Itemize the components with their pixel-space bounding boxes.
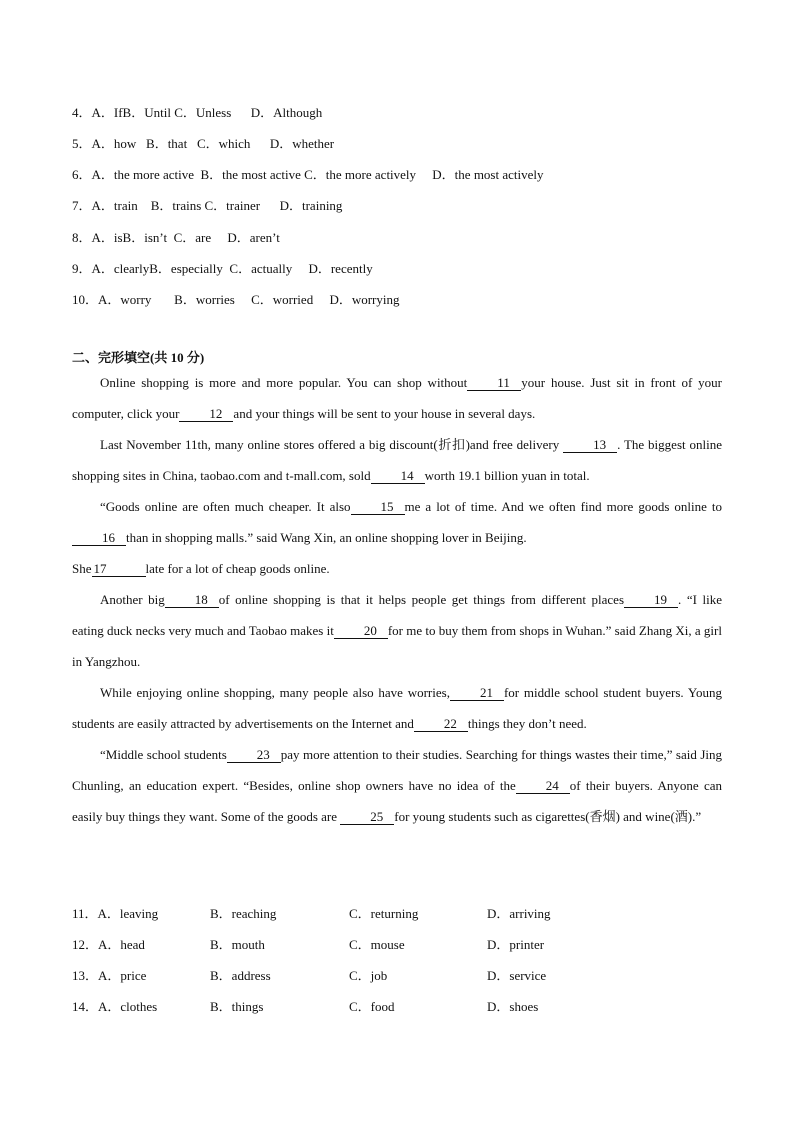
paragraph-2 <box>72 429 722 491</box>
question-5: 5．A．how B．that C．which D．whether <box>72 136 335 151</box>
text: for young students such as cigarettes(香烟) and wine(酒).” <box>394 809 702 824</box>
option-b: B．things <box>210 999 264 1014</box>
text: “Goods online are often much cheaper. It also <box>100 499 351 514</box>
text: things they don’t need. <box>467 716 587 731</box>
question-8: 8．A．isB．isn’t C．are D．aren’t <box>72 230 280 245</box>
text: of online shopping is that it helps people get things from different places <box>218 592 625 607</box>
text: for me to buy them from shops in Wuhan.” said Zhang Xi, a girl in Yangzhou. <box>72 623 722 669</box>
text: “Middle school students <box>100 747 227 762</box>
option-c: C．mouse <box>349 937 405 952</box>
option-b: B．reaching <box>210 906 277 921</box>
text: She <box>72 561 92 576</box>
text: than in shopping malls.” said Wang Xin, an online shopping lover in Beijing. <box>126 530 527 545</box>
option-a: 11．A．leaving <box>72 906 159 921</box>
text: . “I like eating duck necks very much and Taobao makes it <box>72 592 722 638</box>
blank-12: 12 <box>179 406 233 422</box>
text: Last November 11th, many online stores offered a big discount(折扣)and free delivery <box>100 437 564 452</box>
question-9: 9．A．clearlyB．especially C．actually D．recently <box>72 261 373 276</box>
blank-19: 19 <box>624 592 678 608</box>
blank-13: 13 <box>563 437 617 453</box>
question-6: 6．A．the more active B．the most active C．the more actively D．the most actively <box>72 167 544 182</box>
option-d: D．printer <box>487 937 545 952</box>
text: for middle school student buyers. Young students are easily attracted by advertisements on the Internet and <box>72 685 722 731</box>
paragraph-3-cont <box>72 553 722 584</box>
text: your house. Just sit in front of your computer, click your <box>72 375 722 421</box>
option-b: B．address <box>210 968 271 983</box>
cloze-passage <box>72 367 722 832</box>
option-c: C．returning <box>349 906 419 921</box>
option-c: C．job <box>349 968 388 983</box>
text: me a lot of time. And we often find more goods online to <box>404 499 722 514</box>
text: of their buyers. Anyone can easily buy things they want. Some of the goods are <box>72 778 722 824</box>
text: worth 19.1 billion yuan in total. <box>424 468 590 483</box>
paragraph-4 <box>72 584 722 677</box>
option-d: D．service <box>487 968 547 983</box>
section-title: 二、完形填空(共 10 分) <box>72 350 205 365</box>
paragraph-6 <box>72 739 722 832</box>
blank-18: 18 <box>165 592 219 608</box>
paragraph-5 <box>72 677 722 739</box>
question-10: 10．A．worry B．worries C．worried D．worrying <box>72 292 400 307</box>
option-d: D．shoes <box>487 999 539 1014</box>
text: While enjoying online shopping, many people also have worries, <box>100 685 450 700</box>
blank-25: 25 <box>340 809 394 825</box>
blank-24: 24 <box>516 778 570 794</box>
blank-17: 17 <box>92 561 146 577</box>
option-a: 13．A．price <box>72 968 147 983</box>
blank-22: 22 <box>414 716 468 732</box>
option-b: B．mouth <box>210 937 265 952</box>
paragraph-3 <box>72 491 722 553</box>
text: . The biggest online shopping sites in China, taobao.com and t-mall.com, sold <box>72 437 722 483</box>
blank-15: 15 <box>351 499 405 515</box>
blank-16: 16 <box>72 530 126 546</box>
text: late for a lot of cheap goods online. <box>145 561 330 576</box>
question-4: 4．A．IfB．Until C．Unless D．Although <box>72 105 323 120</box>
paragraph-1 <box>72 367 722 429</box>
option-a: 12．A．head <box>72 937 145 952</box>
blank-23: 23 <box>227 747 281 763</box>
blank-21: 21 <box>450 685 504 701</box>
text: and your things will be sent to your house in several days. <box>233 406 536 421</box>
text: Online shopping is more and more popular. You can shop without <box>100 375 468 390</box>
blank-14: 14 <box>371 468 425 484</box>
question-7: 7．A．train B．trains C．trainer D．training <box>72 198 343 213</box>
option-d: D．arriving <box>487 906 551 921</box>
blank-11: 11 <box>467 375 521 391</box>
text: pay more attention to their studies. Searching for things wastes their time,” said Jing Chunling, an education expert. “Besides, online shop owners have no idea of the <box>72 747 722 793</box>
blank-20: 20 <box>334 623 388 639</box>
option-c: C．food <box>349 999 395 1014</box>
text: Another big <box>100 592 165 607</box>
option-a: 14．A．clothes <box>72 999 158 1014</box>
